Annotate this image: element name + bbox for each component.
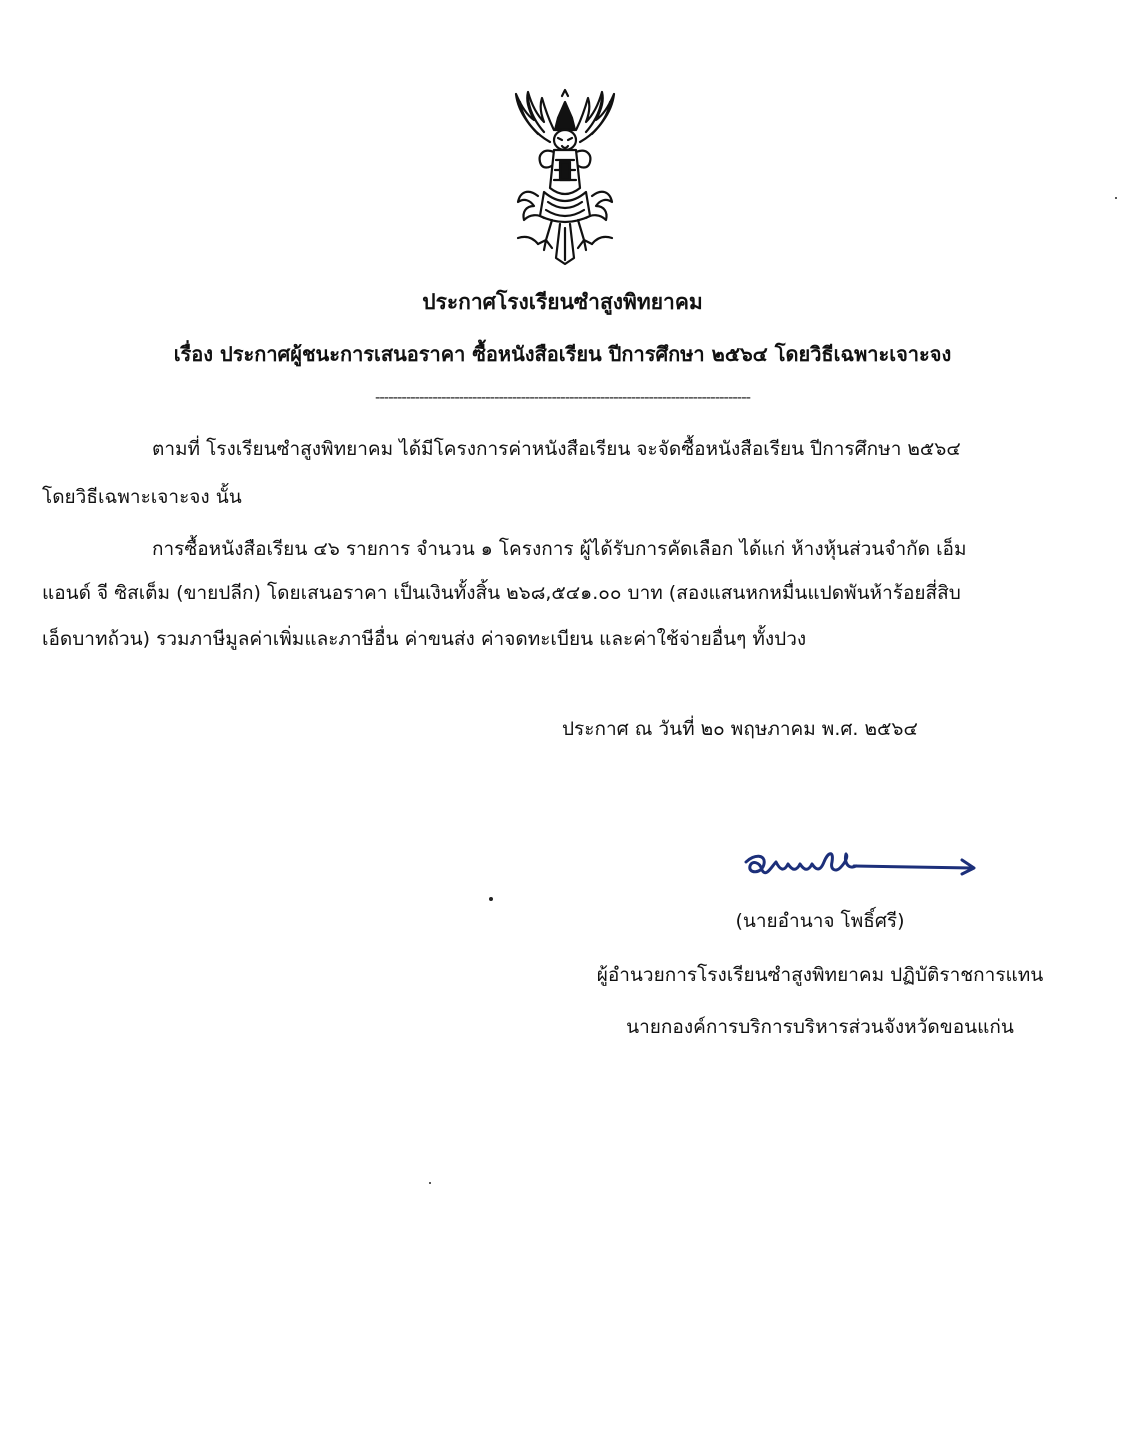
signatory-name: (นายอำนาจ โพธิ์ศรี) — [735, 910, 905, 932]
paragraph1-line1: ตามที่ โรงเรียนซำสูงพิทยาคม ได้มีโครงการค่าหนังสือเรียน จะจัดซื้อหนังสือเรียน ปีการศึกษา ๒๕๖๔ — [152, 438, 961, 460]
signatory-position-line1: ผู้อำนวยการโรงเรียนซำสูงพิทยาคม ปฏิบัติราชการแทน — [596, 964, 1044, 986]
garuda-emblem-icon — [498, 88, 632, 266]
signatory-position-line2: นายกองค์การบริการบริหารส่วนจังหวัดขอนแก่น — [626, 1016, 1014, 1038]
announcement-date: ประกาศ ณ วันที่ ๒๐ พฤษภาคม พ.ศ. ๒๕๖๔ — [562, 718, 918, 740]
paragraph2-line3: เอ็ดบาทถ้วน) รวมภาษีมูลค่าเพิ่มและภาษีอื่น ค่าขนส่ง ค่าจดทะเบียน และค่าใช้จ่ายอื่นๆ ทั้งปวง — [42, 628, 807, 650]
paragraph2-line2: แอนด์ จี ซิสเต็ม (ขายปลีก) โดยเสนอราคา เป็นเงินทั้งสิ้น ๒๖๘,๕๔๑.๐๐ บาท (สองแสนหกหมื่นแปดพันห้าร้อยสี่สิบ — [42, 582, 961, 604]
separator-line: ------------------------------------------------------------------------------------- — [374, 388, 751, 406]
scan-speck — [429, 1182, 431, 1184]
handwritten-signature — [736, 840, 986, 892]
paragraph1-line2: โดยวิธีเฉพาะเจาะจง นั้น — [42, 486, 242, 508]
scan-speck — [489, 897, 493, 901]
scan-speck — [1115, 197, 1117, 199]
announcement-subject: เรื่อง ประกาศผู้ชนะการเสนอราคา ซื้อหนังสือเรียน ปีการศึกษา ๒๕๖๔ โดยวิธีเฉพาะเจาะจง — [173, 342, 952, 366]
announcement-title: ประกาศโรงเรียนซำสูงพิทยาคม — [422, 290, 703, 314]
paragraph2-line1: การซื้อหนังสือเรียน ๔๖ รายการ จำนวน ๑ โครงการ ผู้ได้รับการคัดเลือก ได้แก่ ห้างหุ้นส่วนจำกัด เอ็ม — [152, 538, 967, 560]
